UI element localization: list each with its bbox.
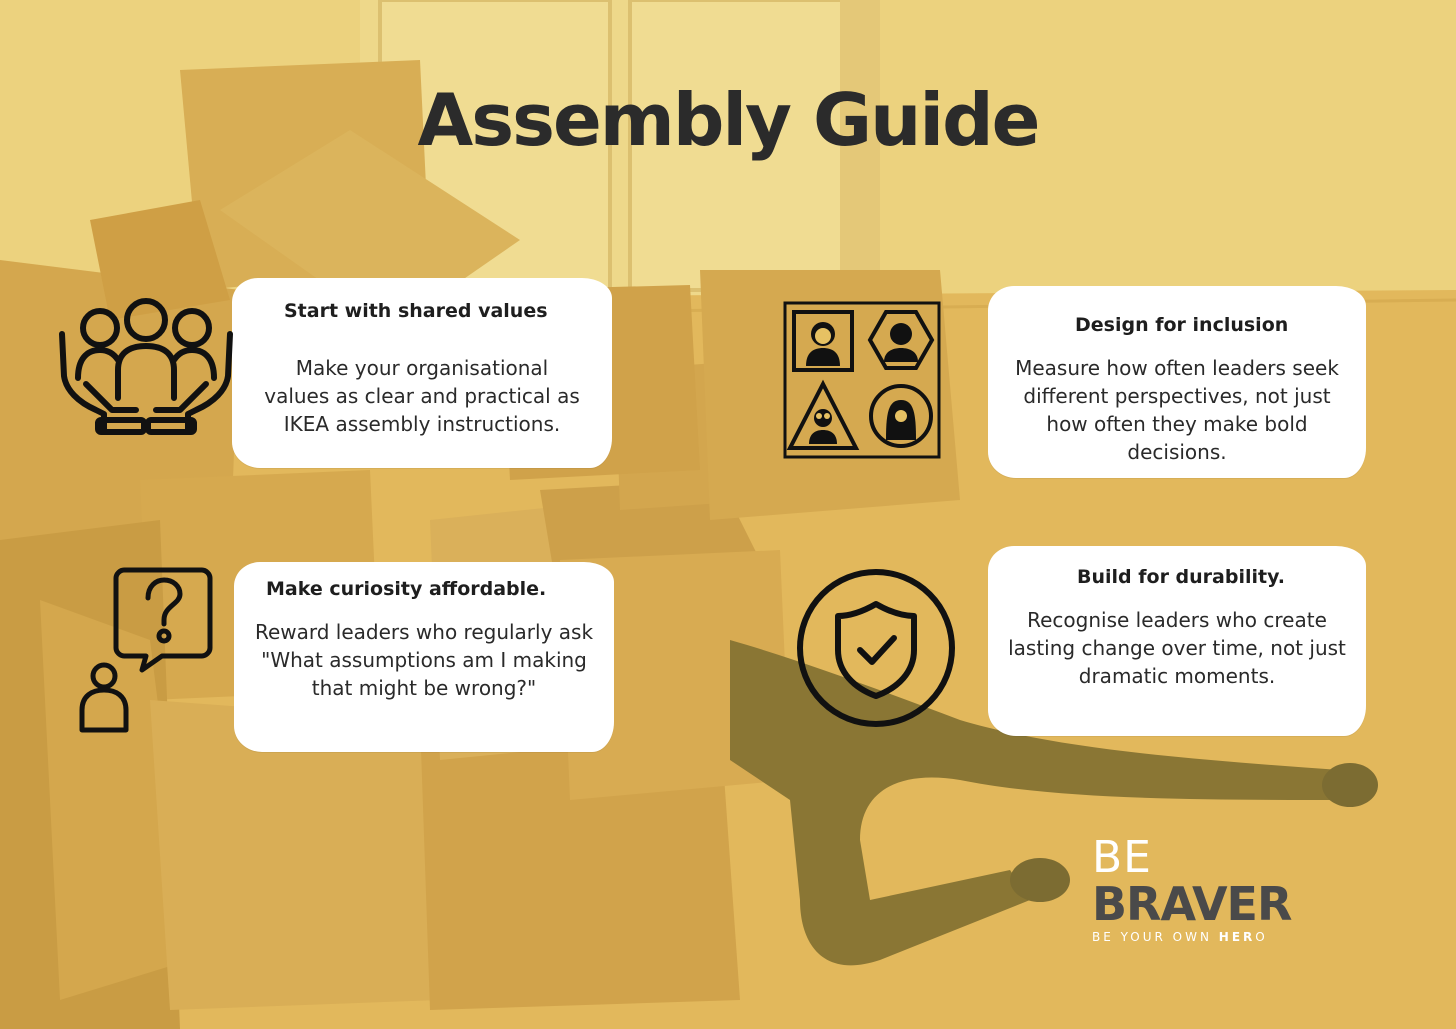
person-question-icon — [76, 562, 216, 738]
card-body-line: Make your organisational — [295, 356, 549, 380]
community-care-icon — [56, 298, 236, 440]
tagline-bold-part: HER — [1218, 930, 1256, 944]
logo-tagline — [1092, 930, 1291, 944]
card-heading: Make curiosity affordable. — [266, 578, 547, 600]
tagline-part: O — [1255, 930, 1268, 944]
card-curiosity — [234, 562, 614, 752]
card-durability — [988, 546, 1366, 736]
card-body-line: Recognise leaders who create — [1027, 608, 1327, 632]
card-body-line: dramatic moments. — [1078, 664, 1276, 688]
card-body-line: values as clear and practical as — [264, 384, 580, 408]
card-heading: Design for inclusion — [1075, 314, 1289, 336]
card-body-line: "What assumptions am I making — [261, 648, 587, 672]
card-body-line: Reward leaders who regularly ask — [254, 620, 594, 644]
brand-logo — [1092, 832, 1292, 944]
card-body-line: how often they make bold — [1046, 412, 1308, 436]
card-body-line: that might be wrong?" — [311, 676, 537, 700]
page-title: Assembly Guide — [417, 78, 1039, 162]
card-body-line: Measure how often leaders seek — [1015, 356, 1339, 380]
logo-line-braver: BRAVER — [1092, 877, 1292, 931]
diverse-people-grid-icon — [782, 300, 942, 460]
logo-line-be: BE — [1092, 832, 1152, 883]
card-body-line: IKEA assembly instructions. — [283, 412, 561, 436]
shield-check-icon — [794, 566, 958, 730]
card-body-line: lasting change over time, not just — [1008, 636, 1346, 660]
card-body-line: different perspectives, not just — [1023, 384, 1331, 408]
card-heading: Start with shared values — [284, 300, 548, 322]
card-inclusion — [988, 286, 1366, 478]
card-shared-values — [232, 278, 612, 468]
card-body-line: decisions. — [1127, 440, 1227, 464]
card-heading: Build for durability. — [1077, 566, 1285, 588]
tagline-part: BE YOUR OWN — [1092, 930, 1219, 944]
